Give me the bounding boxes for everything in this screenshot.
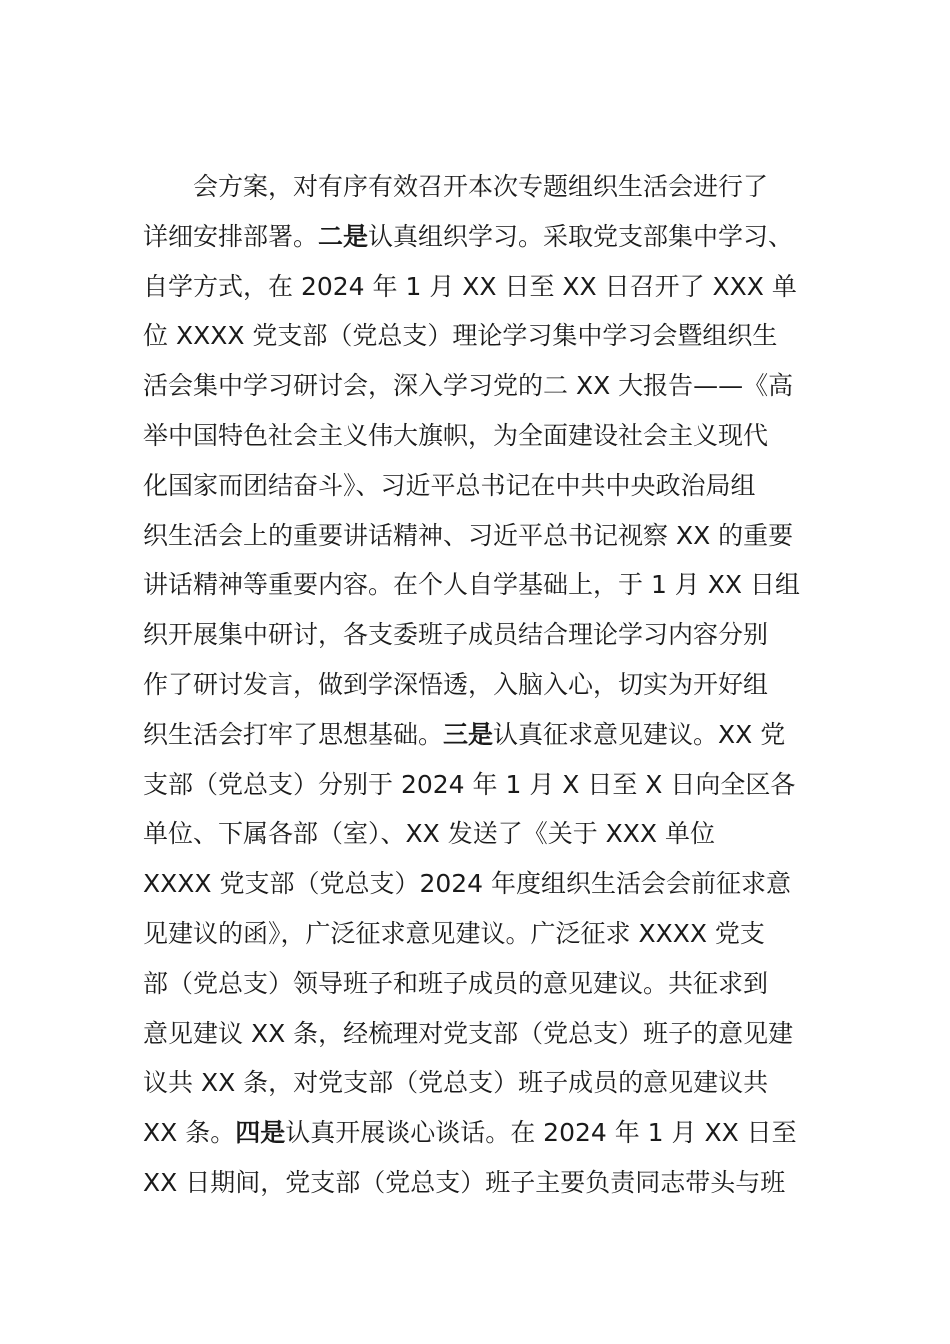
text-segment: 认真开展谈心谈话。在 2024 年 1 月 XX 日至 — [285, 1118, 797, 1148]
text-line — [143, 959, 811, 1009]
text-segment: 议共 XX 条，对党支部（党总支）班子成员的意见建议共 — [143, 1068, 769, 1098]
bold-heading-marker: 二是 — [318, 221, 369, 251]
text-segment: 举中国特色社会主义伟大旗帜，为全面建设社会主义现代 — [143, 420, 769, 450]
text-line — [143, 1158, 811, 1208]
text-line — [143, 859, 811, 909]
text-segment: 讲话精神等重要内容。在个人自学基础上，于 1 月 XX 日组 — [143, 570, 800, 600]
bold-heading-marker: 三是 — [443, 719, 494, 749]
text-line — [143, 1058, 811, 1108]
text-segment: 作了研讨发言，做到学深悟透，入脑入心，切实为开好组 — [143, 669, 769, 699]
text-segment: XXXX 党支部（党总支）2024 年度组织生活会会前征求意 — [143, 869, 792, 899]
text-line — [143, 560, 811, 610]
text-line — [143, 809, 811, 859]
text-line — [143, 760, 811, 810]
text-line — [143, 909, 811, 959]
text-segment: 支部（党总支）分别于 2024 年 1 月 X 日至 X 日向全区各 — [143, 769, 796, 799]
text-segment: 位 XXXX 党支部（党总支）理论学习集中学习会暨组织生 — [143, 321, 778, 351]
text-line — [143, 162, 811, 212]
text-segment: 织生活会打牢了思想基础。 — [143, 719, 444, 749]
text-line — [143, 1009, 811, 1059]
text-segment: 织生活会上的重要讲话精神、习近平总书记视察 XX 的重要 — [143, 520, 794, 550]
text-line — [143, 262, 811, 312]
text-line — [143, 710, 811, 760]
text-line — [143, 361, 811, 411]
text-line — [143, 660, 811, 710]
text-segment: 详细安排部署。 — [143, 221, 319, 251]
text-line — [143, 311, 811, 361]
text-line — [143, 1108, 811, 1158]
text-segment: XX 条。 — [143, 1118, 236, 1148]
text-segment: 活会集中学习研讨会，深入学习党的二 XX 大报告——《高 — [143, 371, 794, 401]
body-paragraph — [143, 162, 811, 1208]
text-line — [143, 411, 811, 461]
text-segment: 自学方式，在 2024 年 1 月 XX 日至 XX 日召开了 XXX 单 — [143, 271, 797, 301]
text-segment: 会方案，对有序有效召开本次专题组织生活会进行了 — [193, 172, 769, 201]
text-segment: 单位、下属各部（室）、XX 发送了《关于 XXX 单位 — [143, 819, 715, 849]
text-line — [143, 461, 811, 511]
text-segment: 见建议的函》，广泛征求意见建议。广泛征求 XXXX 党支 — [143, 918, 765, 948]
text-segment: 织开展集中研讨，各支委班子成员结合理论学习内容分别 — [143, 620, 769, 650]
text-segment: 化国家而团结奋斗》、习近平总书记在中共中央政治局组 — [143, 470, 756, 500]
text-line — [143, 511, 811, 561]
text-segment: 部（党总支）领导班子和班子成员的意见建议。共征求到 — [143, 968, 769, 998]
text-segment: 意见建议 XX 条，经梳理对党支部（党总支）班子的意见建 — [143, 1018, 794, 1048]
text-segment: 认真组织学习。采取党支部集中学习、 — [368, 221, 794, 251]
text-line — [143, 212, 811, 262]
text-segment: 认真征求意见建议。XX 党 — [493, 719, 786, 749]
bold-heading-marker: 四是 — [235, 1118, 286, 1148]
text-line — [143, 610, 811, 660]
text-segment: XX 日期间，党支部（党总支）班子主要负责同志带头与班 — [143, 1167, 786, 1197]
